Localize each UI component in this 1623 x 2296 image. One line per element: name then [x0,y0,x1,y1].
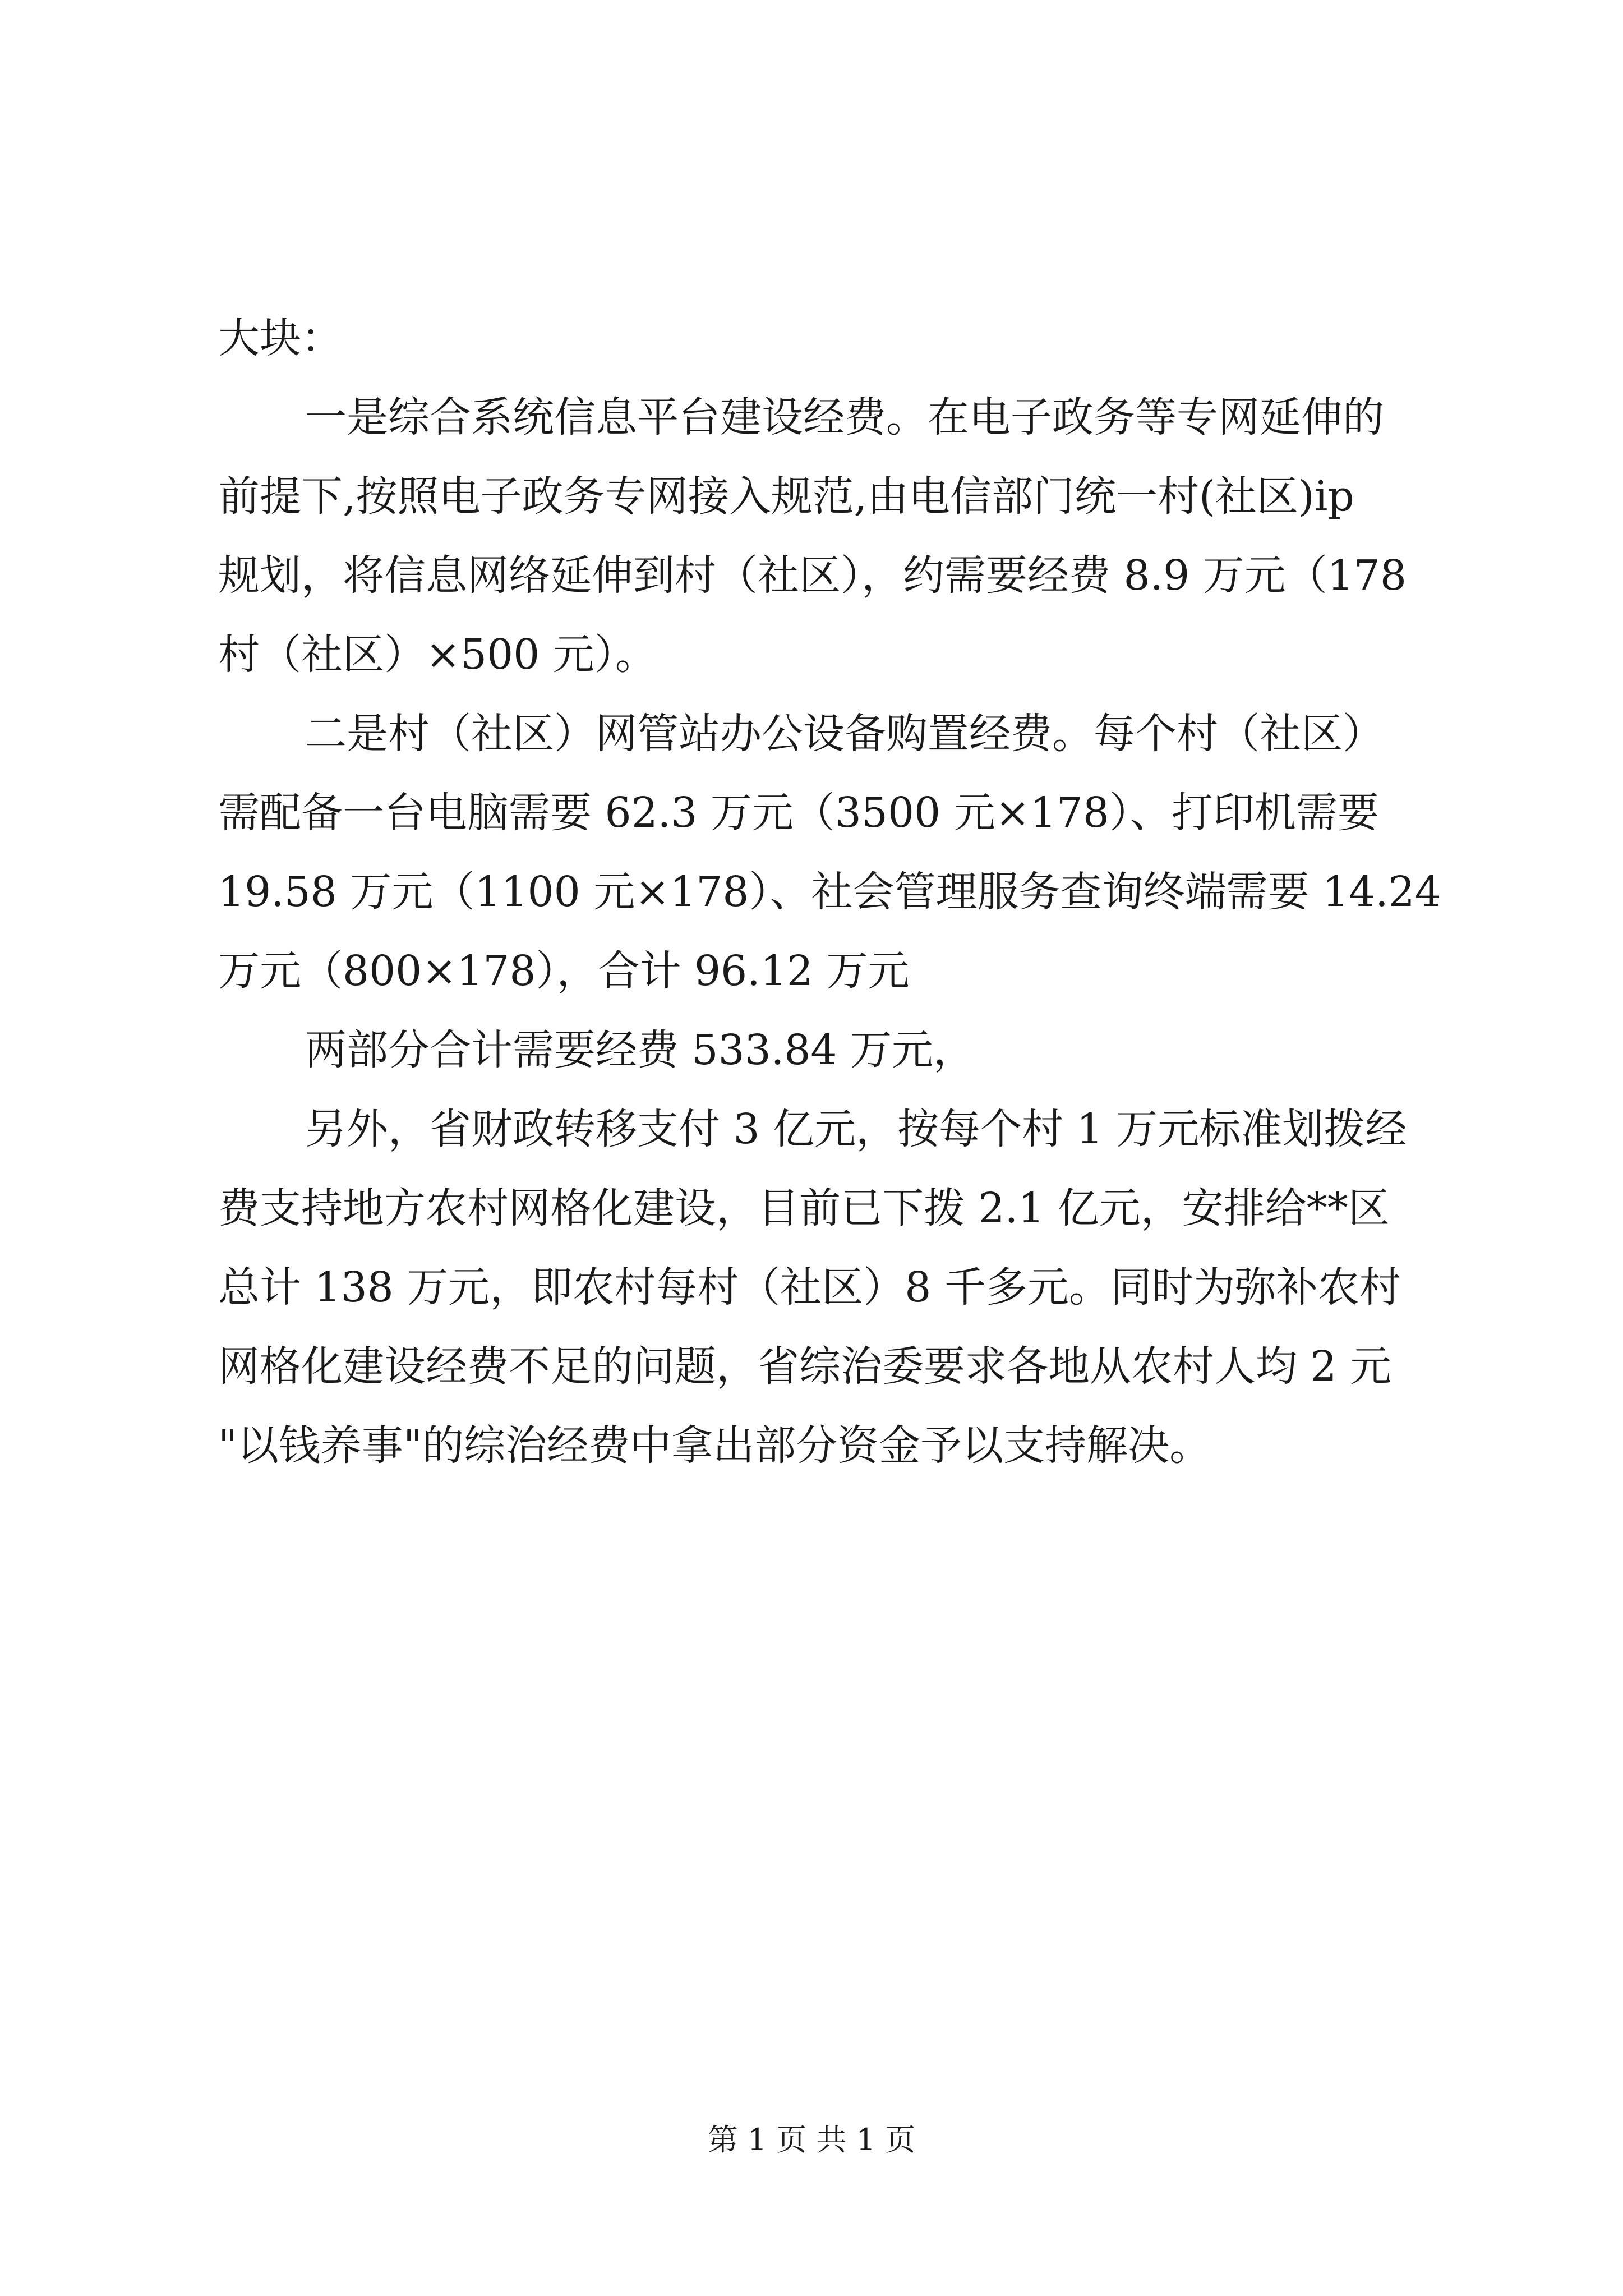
paragraph-1-line-4: 村（社区）×500 元）。 [218,631,657,679]
text-line-heading: 大块： [218,314,343,362]
paragraph-2-line-4: 万元（800×178），合计 96.12 万元 [218,947,910,995]
paragraph-1-line-3: 规划，将信息网络延伸到村（社区），约需要经费 8.9 万元（178 [218,551,1407,600]
paragraph-1-line-1: 一是综合系统信息平台建设经费。在电子政务等专网延伸的 [305,393,1384,441]
paragraph-4-line-5: "以钱养事"的综治经费中拿出部分资金予以支持解决。 [218,1421,1211,1470]
paragraph-4-line-2: 费支持地方农村网格化建设，目前已下拨 2.1 亿元，安排给**区 [218,1184,1390,1232]
page-footer: 第 1 页 共 1 页 [707,2122,916,2157]
paragraph-2-line-1: 二是村（社区）网管站办公设备购置经费。每个村（社区） [305,710,1384,758]
paragraph-2-line-2: 需配备一台电脑需要 62.3 万元（3500 元×178）、打印机需要 [218,789,1379,837]
paragraph-4-line-4: 网格化建设经费不足的问题，省综治委要求各地从农村人均 2 元 [218,1342,1392,1391]
paragraph-4-line-3: 总计 138 万元，即农村每村（社区）8 千多元。同时为弥补农村 [218,1263,1401,1312]
paragraph-1-line-2: 前提下,按照电子政务专网接入规范,由电信部门统一村(社区)ip [218,472,1354,521]
paragraph-3-line-1: 两部分合计需要经费 533.84 万元， [305,1026,975,1074]
paragraph-2-line-3: 19.58 万元（1100 元×178）、社会管理服务查询终端需要 14.24 [218,868,1441,916]
paragraph-4-line-1: 另外，省财政转移支付 3 亿元，按每个村 1 万元标准划拨经 [305,1105,1407,1153]
